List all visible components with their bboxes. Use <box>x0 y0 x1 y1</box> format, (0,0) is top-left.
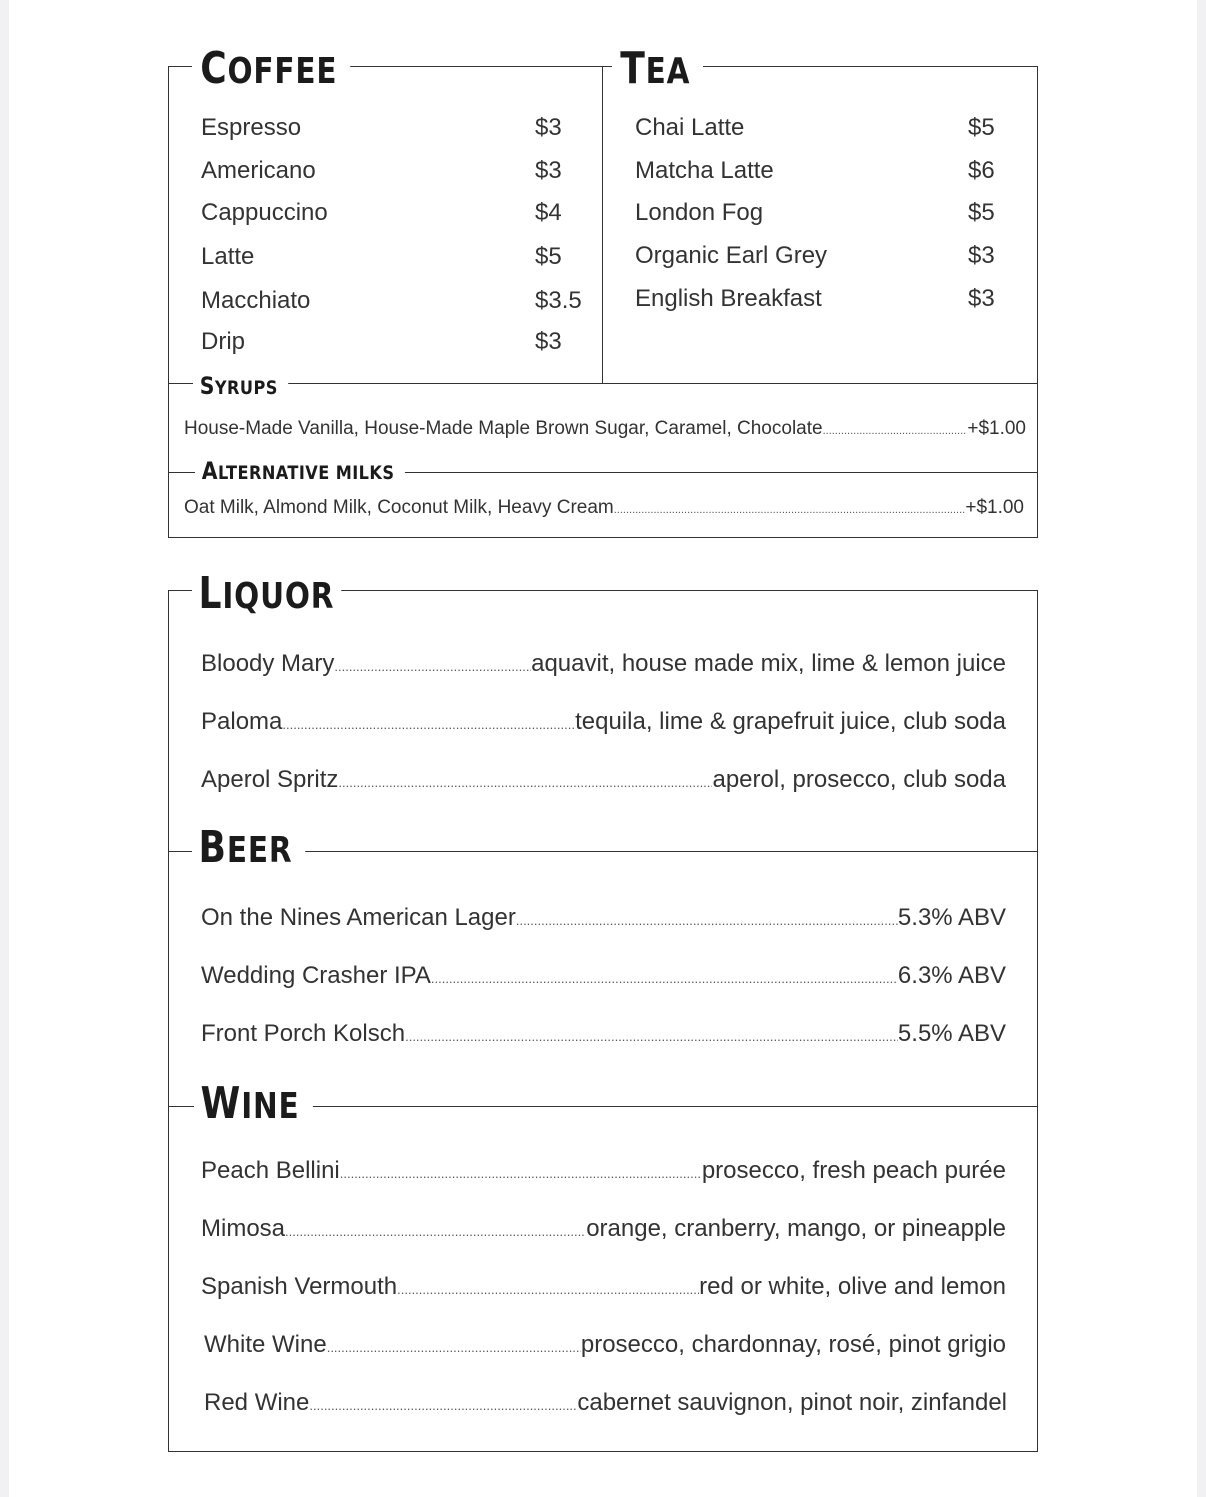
drink-description: aperol, prosecco, club soda <box>712 766 1006 793</box>
drink-description: orange, cranberry, mango, or pineapple <box>586 1215 1006 1242</box>
drink-description: prosecco, chardonnay, rosé, pinot grigio <box>580 1331 1006 1358</box>
dot-leader <box>431 971 898 986</box>
drink-description: cabernet sauvignon, pinot noir, zinfandel <box>577 1389 1007 1416</box>
tea-item-name: Organic Earl Grey <box>635 242 828 269</box>
drink-name: Front Porch Kolsch <box>201 1020 406 1047</box>
drink-abv: 5.5% ABV <box>897 1020 1006 1047</box>
coffee-item-price: $5 <box>535 243 562 270</box>
drink-name: Bloody Mary <box>201 650 335 677</box>
drink-name: White Wine <box>204 1331 327 1358</box>
tea-item-price: $6 <box>968 157 995 184</box>
coffee-item-price: $4 <box>535 199 562 226</box>
drink-description: prosecco, fresh peach purée <box>701 1157 1006 1184</box>
beer-item <box>201 962 1006 990</box>
tea-item-price: $3 <box>968 242 995 269</box>
coffee-tea-divider <box>602 66 603 384</box>
syrups-heading: SYRUPS <box>193 374 288 398</box>
drink-name: Peach Bellini <box>201 1157 340 1184</box>
dot-leader <box>405 1029 898 1044</box>
drink-name: Aperol Spritz <box>201 766 339 793</box>
coffee-item-name: Americano <box>201 157 316 184</box>
wine-item <box>204 1331 1006 1359</box>
tea-item-price: $5 <box>968 114 995 141</box>
liquor-item <box>201 708 1006 736</box>
dot-leader <box>309 1398 577 1413</box>
milks-heading: ALTERNATIVE MILKS <box>195 459 405 483</box>
milks-line <box>184 497 1024 519</box>
milks-price: +$1.00 <box>965 497 1024 518</box>
dot-leader <box>340 1166 702 1181</box>
drink-name: Paloma <box>201 708 283 735</box>
dot-leader <box>282 717 575 732</box>
coffee-item-name: Espresso <box>201 114 302 141</box>
syrups-list: House-Made Vanilla, House-Made Maple Brown Sugar, Caramel, Chocolate <box>184 418 823 439</box>
coffee-heading: COFFEE <box>192 47 350 91</box>
beer-heading: BEER <box>192 826 306 870</box>
drink-description: red or white, olive and lemon <box>699 1273 1006 1300</box>
dot-leader <box>516 913 898 928</box>
tea-item-price: $3 <box>968 285 995 312</box>
tea-item-name: English Breakfast <box>635 285 822 312</box>
coffee-item-price: $3 <box>535 157 562 184</box>
drink-name: Mimosa <box>201 1215 286 1242</box>
dot-leader <box>614 504 966 516</box>
drink-abv: 6.3% ABV <box>897 962 1006 989</box>
drink-name: Spanish Vermouth <box>201 1273 398 1300</box>
coffee-item-price: $3.5 <box>535 287 582 314</box>
coffee-item-name: Macchiato <box>201 287 311 314</box>
dot-leader <box>334 659 531 674</box>
milks-list: Oat Milk, Almond Milk, Coconut Milk, Heavy Cream <box>184 497 614 518</box>
tea-heading: TEA <box>612 47 703 91</box>
drink-name: Wedding Crasher IPA <box>201 962 431 989</box>
coffee-item-name: Cappuccino <box>201 199 328 226</box>
tea-item-name: Chai Latte <box>635 114 745 141</box>
tea-item-name: London Fog <box>635 199 764 226</box>
dot-leader <box>285 1224 586 1239</box>
drink-description: aquavit, house made mix, lime & lemon juice <box>531 650 1006 677</box>
coffee-item-price: $3 <box>535 114 562 141</box>
beer-item <box>201 904 1006 932</box>
drink-abv: 5.3% ABV <box>897 904 1006 931</box>
dot-leader <box>823 425 968 437</box>
coffee-item-name: Drip <box>201 328 246 355</box>
tea-item-price: $5 <box>968 199 995 226</box>
wine-item <box>201 1157 1006 1185</box>
tea-item-name: Matcha Latte <box>635 157 774 184</box>
syrups-line <box>184 418 1026 440</box>
drink-name: Red Wine <box>204 1389 310 1416</box>
liquor-heading: LIQUOR <box>192 572 341 616</box>
beer-item <box>201 1020 1006 1048</box>
wine-item <box>204 1389 1007 1417</box>
syrups-price: +$1.00 <box>967 418 1026 439</box>
coffee-item-price: $3 <box>535 328 562 355</box>
dot-leader <box>338 775 712 790</box>
coffee-item-name: Latte <box>201 243 255 270</box>
syrups-divider <box>168 383 1038 384</box>
drink-name: On the Nines American Lager <box>201 904 516 931</box>
drink-description: tequila, lime & grapefruit juice, club soda <box>575 708 1006 735</box>
wine-item <box>201 1215 1006 1243</box>
dot-leader <box>327 1340 581 1355</box>
wine-heading: WINE <box>194 1082 313 1126</box>
liquor-item <box>201 650 1006 678</box>
dot-leader <box>397 1282 699 1297</box>
liquor-item <box>201 766 1006 794</box>
wine-item <box>201 1273 1006 1301</box>
